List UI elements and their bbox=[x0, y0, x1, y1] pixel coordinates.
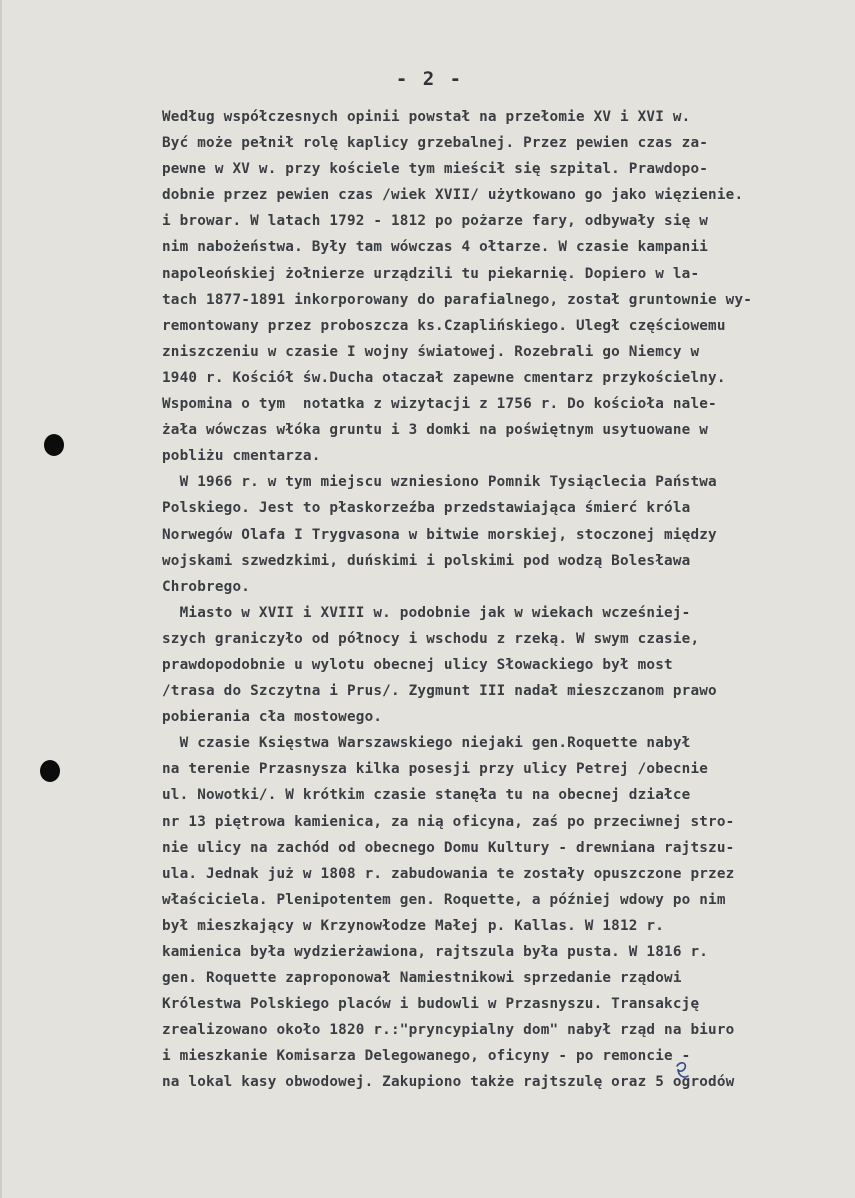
text-line: kamienica była wydzierżawiona, rajtszula była pusta. W 1816 r. bbox=[162, 944, 709, 960]
punch-hole-top bbox=[44, 434, 64, 456]
text-line: nie ulicy na zachód od obecnego Domu Kultury - drewniana rajtszu- bbox=[162, 839, 735, 856]
text-line: zrealizowano około 1820 r.:"pryncypialny dom" nabył rząd na biuro bbox=[162, 1022, 735, 1039]
text-line: Polskiego. Jest to płaskorzeźba przedstawiająca śmierć króla bbox=[162, 500, 691, 517]
text-line: na terenie Przasnysza kilka posesji przy ulicy Petrej /obecnie bbox=[162, 761, 709, 778]
text-line: dobnie przez pewien czas /wiek XVII/ użytkowano go jako więzienie. bbox=[162, 187, 744, 204]
text-line: Chrobrego. bbox=[162, 578, 251, 595]
text-line: pewne w XV w. przy kościele tym mieścił się szpital. Prawdopo- bbox=[162, 161, 709, 178]
text-line: Wspomina o tym notatka z wizytacji z 1756 r. Do kościoła nale- bbox=[162, 396, 717, 413]
text-line: W czasie Księstwa Warszawskiego niejaki gen.Roquette nabył bbox=[162, 735, 691, 752]
text-line: żała wówczas włóka gruntu i 3 domki na poświętnym usytuowane w bbox=[162, 422, 709, 439]
text-line: pobliżu cmentarza. bbox=[162, 448, 321, 465]
text-line: pobierania cła mostowego. bbox=[162, 709, 383, 726]
text-line: Według współczesnych opinii powstał na przełomie XV i XVI w. bbox=[162, 109, 691, 125]
text-line: 1940 r. Kościół św.Ducha otaczał zapewne cmentarz przykościelny. bbox=[162, 369, 726, 386]
text-line: szych graniczyło od północy i wschodu z rzeką. W swym czasie, bbox=[162, 630, 700, 647]
page-number: - 2 - bbox=[395, 68, 464, 90]
text-line: był mieszkający w Krzynowłodze Małej p. Kallas. W 1812 r. bbox=[162, 917, 665, 934]
text-line: remontowany przez proboszcza ks.Czaplińskiego. Uległ częściowemu bbox=[162, 317, 726, 334]
text-line: wojskami szwedzkimi, duńskimi i polskimi pod wodzą Bolesława bbox=[162, 552, 691, 569]
text-line: Być może pełnił rolę kaplicy grzebalnej. Przez pewien czas za- bbox=[162, 135, 709, 152]
text-line: i mieszkanie Komisarza Delegowanego, oficyny - po remoncie - bbox=[162, 1048, 691, 1065]
text-line: nim nabożeństwa. Były tam wówczas 4 ołtarze. W czasie kampanii bbox=[162, 239, 709, 256]
text-line: prawdopodobnie u wylotu obecnej ulicy Słowackiego był most bbox=[162, 656, 673, 673]
text-line: Królestwa Polskiego placów i budowli w Przasnyszu. Transakcję bbox=[162, 996, 700, 1013]
handwritten-ink-mark bbox=[674, 1060, 690, 1082]
text-line: W 1966 r. w tym miejscu wzniesiono Pomnik Tysiąclecia Państwa bbox=[162, 474, 717, 491]
text-line: i browar. W latach 1792 - 1812 po pożarze fary, odbywały się w bbox=[162, 213, 709, 230]
text-line: zniszczeniu w czasie I wojny światowej. Rozebrali go Niemcy w bbox=[162, 343, 700, 360]
text-line: nr 13 piętrowa kamienica, za nią oficyna, zaś po przeciwnej stro- bbox=[162, 813, 735, 830]
text-line: Miasto w XVII i XVIII w. podobnie jak w wiekach wcześniej- bbox=[162, 604, 691, 621]
text-line: Norwegów Olafa I Trygvasona w bitwie morskiej, stoczonej między bbox=[162, 526, 717, 543]
text-line: gen. Roquette zaproponował Namiestnikowi sprzedanie rządowi bbox=[162, 970, 682, 987]
text-line: tach 1877-1891 inkorporowany do parafialnego, został gruntownie wy- bbox=[162, 291, 753, 308]
typed-body-text bbox=[162, 104, 852, 1096]
text-line: napoleońskiej żołnierze urządzili tu piekarnię. Dopiero w la- bbox=[162, 265, 700, 282]
text-line: ula. Jednak już w 1808 r. zabudowania te zostały opuszczone przez bbox=[162, 865, 735, 882]
text-line: ul. Nowotki/. W krótkim czasie stanęła tu na obecnej działce bbox=[162, 787, 691, 804]
punch-hole-bottom bbox=[40, 760, 60, 782]
text-line: /trasa do Szczytna i Prus/. Zygmunt III nadał mieszczanom prawo bbox=[162, 683, 717, 700]
text-line: na lokal kasy obwodowej. Zakupiono także rajtszulę oraz 5 ogrodów bbox=[162, 1074, 735, 1091]
text-line: właściciela. Plenipotentem gen. Roquette, a później wdowy po nim bbox=[162, 891, 726, 908]
